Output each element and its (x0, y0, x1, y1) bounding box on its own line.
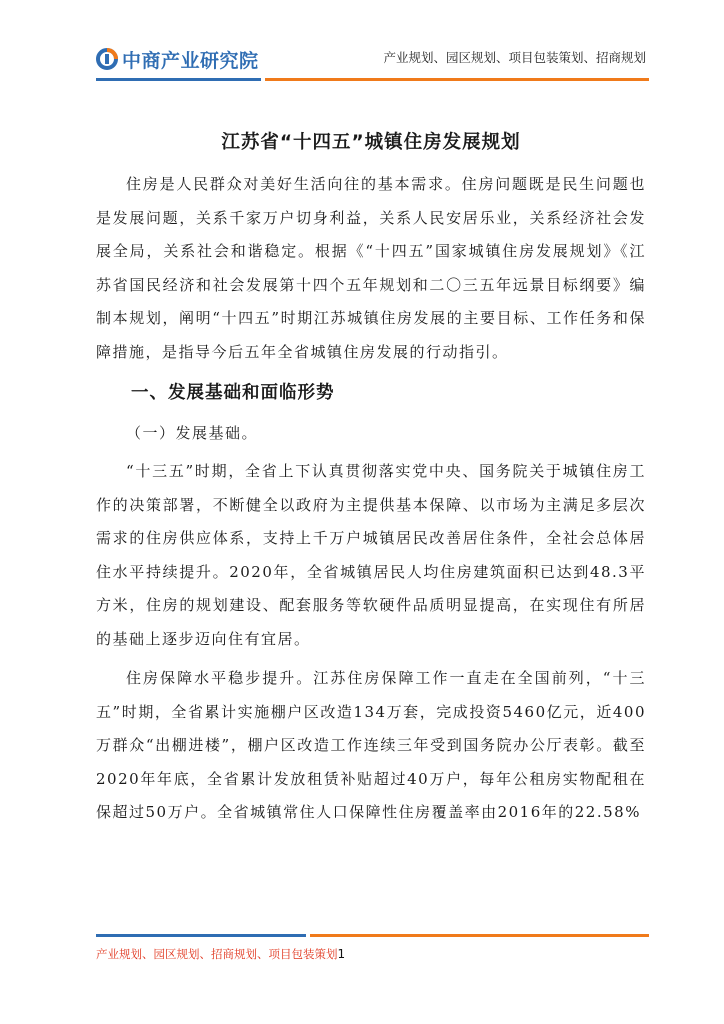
intro-paragraph: 住房是人民群众对美好生活向往的基本需求。住房问题既是民生问题也是发展问题，关系千家万户切身利益，关系人民安居乐业，关系经济社会发展全局，关系社会和谐稳定。根据《“十四五”国家城镇住房发展规划》《江苏省国民经济和社会发展第十四个五年规划和二〇三五年远景目标纲要》编制本规划，阐明“十四五”时期江苏城镇住房发展的主要目标、工作任务和保障措施，是指导今后五年全省城镇住房发展的行动指引。 (96, 175, 646, 361)
document-body (96, 118, 646, 830)
header-divider-orange (265, 78, 649, 81)
section-heading: 一、发展基础和面临形势 (131, 383, 335, 403)
header-divider-blue (96, 78, 261, 81)
logo-icon (96, 48, 118, 70)
paragraph-foundation: “十三五”时期，全省上下认真贯彻落实党中央、国务院关于城镇住房工作的决策部署，不断健全以政府为主提供基本保障、以市场为主满足多层次需求的住房供应体系，支持上千万户城镇居民改善居住条件，全社会总体居住水平持续提升。2020年，全省城镇居民人均住房建筑面积已达到48.3平方米，住房的规划建设、配套服务等软硬件品质明显提高，在实现住有所居的基础上逐步迈向住有宜居。 (96, 462, 646, 648)
logo (96, 44, 259, 74)
footer-divider-blue (96, 934, 306, 937)
sub-heading: （一）发展基础。 (126, 424, 259, 442)
paragraph-housing-security: 住房保障水平稳步提升。江苏住房保障工作一直走在全国前列，“十三五”时期，全省累计实施棚户区改造134万套，完成投资5460亿元，近400万群众“出棚进楼”，棚户区改造工作连续三年受到国务院办公厅表彰。截至2020年年底，全省累计发放租赁补贴超过40万户，每年公租房实物配租在保超过50万户。全省城镇常住人口保障性住房覆盖率由2016年的22.58% (96, 669, 646, 821)
footer-slogan: 产业规划、园区规划、招商规划、项目包装策划 (96, 947, 338, 961)
page-header (0, 0, 724, 90)
page-footer (96, 946, 345, 962)
page-number: 1 (337, 947, 346, 961)
footer-divider-orange (310, 934, 649, 937)
header-slogan: 产业规划、园区规划、项目包装策划、招商规划 (383, 50, 646, 65)
logo-text: 中商产业研究院 (122, 49, 259, 72)
document-title: 江苏省“十四五”城镇住房发展规划 (221, 132, 521, 153)
